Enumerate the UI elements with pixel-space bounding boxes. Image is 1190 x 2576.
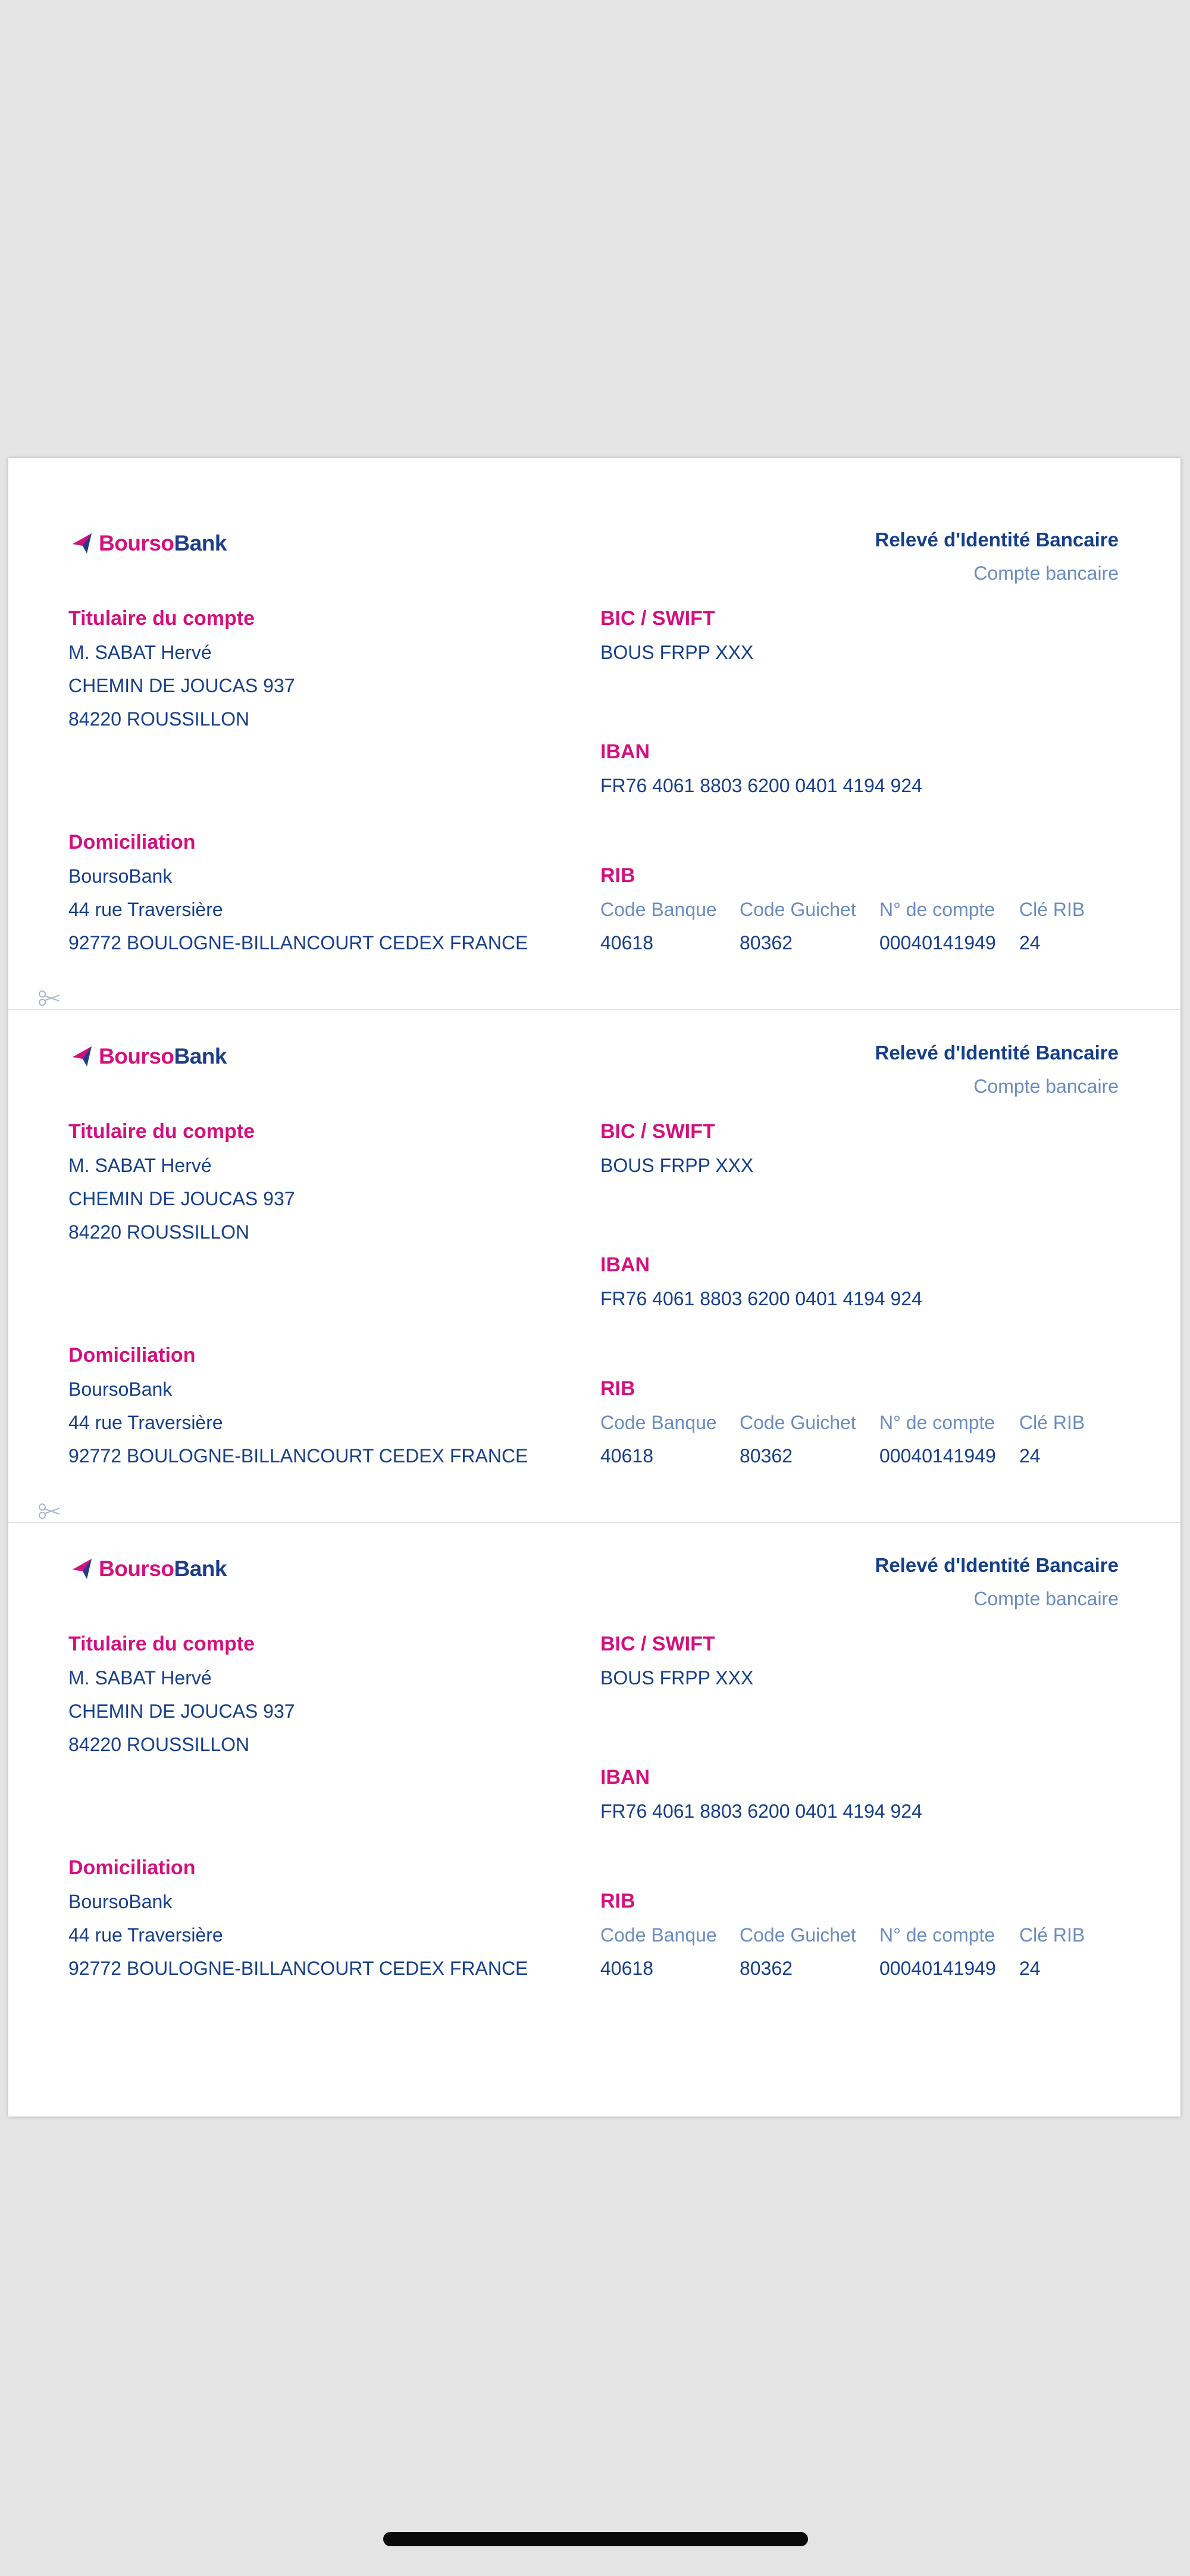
rib-label: RIB — [600, 1890, 635, 1912]
rib-code-banque: 40618 — [600, 932, 653, 954]
iban-label: IBAN — [600, 1766, 650, 1789]
iban-label: IBAN — [600, 1253, 650, 1276]
domiciliation-address-line1: 44 rue Traversière — [68, 1924, 223, 1946]
iban-value: FR76 4061 8803 6200 0401 4194 924 — [600, 1800, 922, 1822]
holder-address-line1: CHEMIN DE JOUCAS 937 — [68, 1700, 295, 1722]
domiciliation-address-line1: 44 rue Traversière — [68, 1412, 223, 1433]
boursobank-logo — [73, 1554, 227, 1584]
holder-name: M. SABAT Hervé — [68, 1155, 212, 1176]
rib-sheet — [8, 458, 1180, 2117]
rib-column-header: Code Banque — [600, 1412, 717, 1433]
rib-column-header: N° de compte — [879, 1924, 995, 1946]
holder-address-line1: CHEMIN DE JOUCAS 937 — [68, 675, 295, 696]
rib-key: 24 — [1019, 1445, 1041, 1467]
rib-column-header: Code Banque — [600, 1924, 717, 1946]
holder-label: Titulaire du compte — [68, 1120, 255, 1143]
rib-key: 24 — [1019, 1958, 1041, 1979]
home-indicator[interactable] — [383, 2532, 808, 2546]
rib-column-header: Code Banque — [600, 899, 717, 920]
logo-text: BoursoBank — [99, 1044, 227, 1068]
iban-value: FR76 4061 8803 6200 0401 4194 924 — [600, 1288, 922, 1309]
domiciliation-bank-name: BoursoBank — [68, 865, 173, 887]
holder-address-line2: 84220 ROUSSILLON — [68, 1734, 250, 1755]
rib-code-guichet: 80362 — [740, 1958, 793, 1979]
rib-column-header: N° de compte — [879, 899, 995, 920]
rib-block — [8, 971, 1180, 1484]
holder-label: Titulaire du compte — [68, 607, 255, 630]
domiciliation-address-line1: 44 rue Traversière — [68, 899, 223, 920]
rib-code-guichet: 80362 — [740, 932, 793, 954]
rib-account-number: 00040141949 — [879, 1958, 996, 1979]
paper-plane-icon — [73, 532, 93, 555]
rib-column-header: Clé RIB — [1019, 1412, 1085, 1433]
document-subtitle: Compte bancaire — [973, 1588, 1119, 1609]
paper-plane-icon — [73, 1045, 93, 1068]
bic-value: BOUS FRPP XXX — [600, 1667, 754, 1689]
rib-block — [8, 1484, 1180, 1996]
boursobank-logo — [73, 1042, 227, 1071]
rib-column-header: Clé RIB — [1019, 1924, 1085, 1946]
domiciliation-label: Domiciliation — [68, 831, 196, 854]
boursobank-logo — [73, 529, 227, 558]
bic-label: BIC / SWIFT — [600, 1120, 715, 1143]
holder-address-line2: 84220 ROUSSILLON — [68, 708, 250, 730]
domiciliation-address-line2: 92772 BOULOGNE-BILLANCOURT CEDEX FRANCE — [68, 1445, 528, 1467]
domiciliation-label: Domiciliation — [68, 1856, 196, 1879]
bic-label: BIC / SWIFT — [600, 607, 715, 630]
bic-value: BOUS FRPP XXX — [600, 1155, 754, 1176]
domiciliation-address-line2: 92772 BOULOGNE-BILLANCOURT CEDEX FRANCE — [68, 1958, 528, 1979]
rib-code-guichet: 80362 — [740, 1445, 793, 1467]
holder-address-line2: 84220 ROUSSILLON — [68, 1221, 250, 1243]
domiciliation-bank-name: BoursoBank — [68, 1378, 173, 1400]
rib-account-number: 00040141949 — [879, 1445, 996, 1467]
logo-text: BoursoBank — [99, 531, 227, 555]
holder-address-line1: CHEMIN DE JOUCAS 937 — [68, 1188, 295, 1209]
domiciliation-address-line2: 92772 BOULOGNE-BILLANCOURT CEDEX FRANCE — [68, 932, 528, 954]
rib-code-banque: 40618 — [600, 1958, 653, 1979]
document-subtitle: Compte bancaire — [973, 1076, 1119, 1097]
logo-text: BoursoBank — [99, 1556, 227, 1581]
paper-plane-icon — [73, 1558, 93, 1580]
rib-block — [8, 458, 1180, 971]
rib-code-banque: 40618 — [600, 1445, 653, 1467]
rib-label: RIB — [600, 1377, 635, 1400]
holder-name: M. SABAT Hervé — [68, 642, 212, 663]
rib-column-header: Code Guichet — [740, 899, 856, 920]
rib-account-number: 00040141949 — [879, 932, 996, 954]
document-title: Relevé d'Identité Bancaire — [875, 529, 1119, 551]
rib-label: RIB — [600, 864, 635, 887]
rib-key: 24 — [1019, 932, 1041, 954]
holder-label: Titulaire du compte — [68, 1633, 255, 1655]
iban-label: IBAN — [600, 740, 650, 763]
document-title: Relevé d'Identité Bancaire — [875, 1554, 1119, 1576]
document-title: Relevé d'Identité Bancaire — [875, 1042, 1119, 1064]
rib-column-header: Clé RIB — [1019, 899, 1085, 920]
rib-column-header: N° de compte — [879, 1412, 995, 1433]
bic-value: BOUS FRPP XXX — [600, 642, 754, 663]
document-subtitle: Compte bancaire — [973, 562, 1119, 584]
bic-label: BIC / SWIFT — [600, 1633, 715, 1655]
holder-name: M. SABAT Hervé — [68, 1667, 212, 1689]
domiciliation-label: Domiciliation — [68, 1344, 196, 1367]
iban-value: FR76 4061 8803 6200 0401 4194 924 — [600, 775, 922, 796]
rib-column-header: Code Guichet — [740, 1924, 856, 1946]
rib-column-header: Code Guichet — [740, 1412, 856, 1433]
domiciliation-bank-name: BoursoBank — [68, 1891, 173, 1912]
